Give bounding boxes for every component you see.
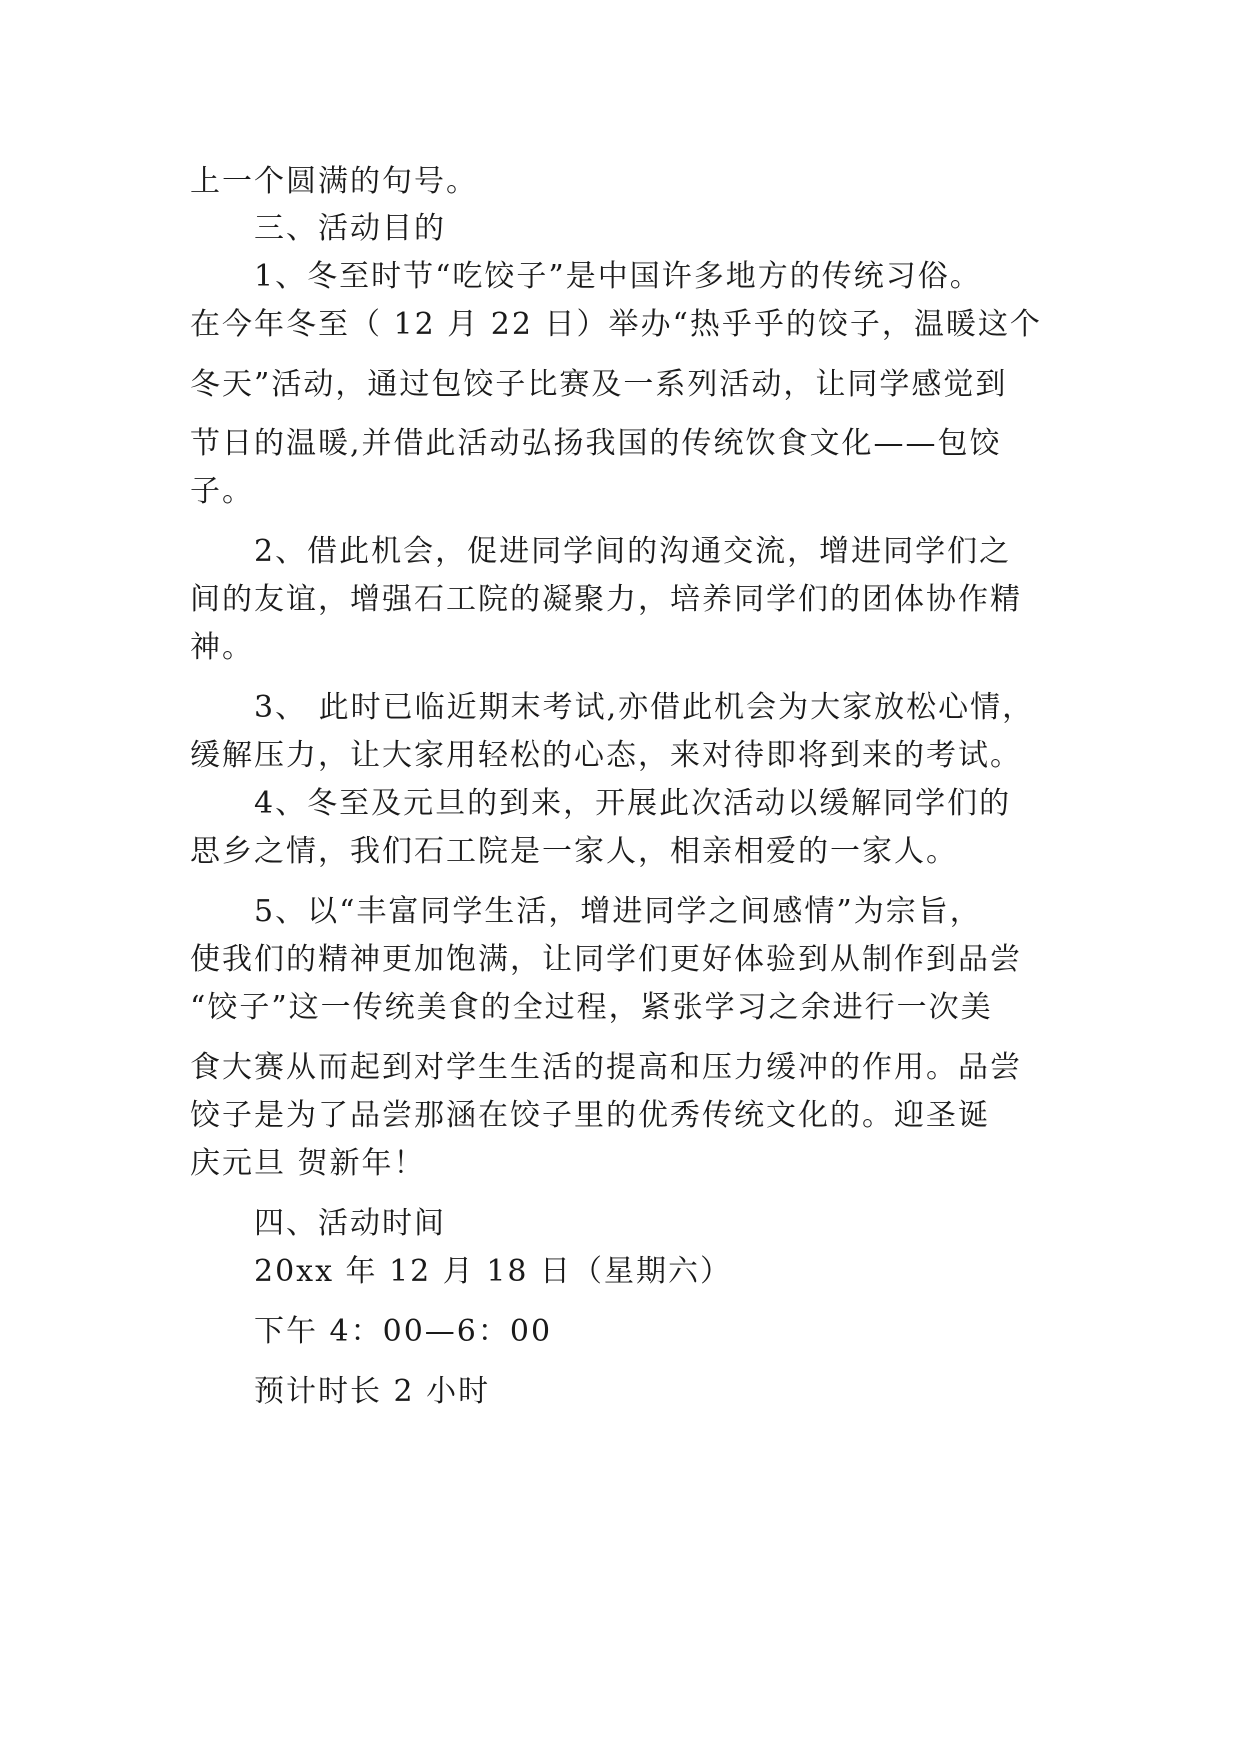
text-line: 节日的温暖,并借此活动弘扬我国的传统饮食文化——包饺: [190, 426, 1002, 461]
section-heading: 四、活动时间: [254, 1206, 446, 1241]
section-heading: 三、活动目的: [254, 211, 446, 246]
text-line: 上一个圆满的句号。: [190, 164, 478, 199]
text-line: 预计时长 2 小时: [254, 1374, 491, 1409]
text-line: 3、 此时已临近期末考试,亦借此机会为大家放松心情，: [254, 690, 1035, 725]
text-line: “饺子”这一传统美食的全过程，紧张学习之余进行一次美: [190, 990, 993, 1025]
text-line: 神。: [190, 630, 254, 665]
text-line: 缓解压力，让大家用轻松的心态，来对待即将到来的考试。: [190, 738, 1022, 773]
text-line: 食大赛从而起到对学生生活的提高和压力缓冲的作用。品尝: [190, 1050, 1022, 1085]
text-line: 子。: [190, 474, 254, 509]
text-line: 4、冬至及元旦的到来，开展此次活动以缓解同学们的: [254, 786, 1012, 821]
text-line: 思乡之情，我们石工院是一家人，相亲相爱的一家人。: [190, 834, 958, 869]
text-line: 下午 4：00—6：00: [254, 1314, 553, 1349]
text-line: 使我们的精神更加饱满，让同学们更好体验到从制作到品尝: [190, 942, 1022, 977]
text-line: 在今年冬至（ 12 月 22 日）举办“热乎乎的饺子，温暖这个: [190, 307, 1042, 342]
text-line: 间的友谊，增强石工院的凝聚力，培养同学们的团体协作精: [190, 582, 1022, 617]
text-line: 冬天”活动，通过包饺子比赛及一系列活动，让同学感觉到: [190, 367, 1008, 402]
text-line: 饺子是为了品尝那涵在饺子里的优秀传统文化的。迎圣诞: [190, 1098, 990, 1133]
text-line: 1、冬至时节“吃饺子”是中国许多地方的传统习俗。: [254, 259, 982, 294]
text-line: 5、以“丰富同学生活，增进同学之间感情”为宗旨，: [254, 894, 982, 929]
text-line: 20xx 年 12 月 18 日（星期六）: [254, 1254, 733, 1289]
text-line: 2、借此机会，促进同学间的沟通交流，增进同学们之: [254, 534, 1012, 569]
text-line: 庆元旦 贺新年！: [190, 1146, 426, 1181]
